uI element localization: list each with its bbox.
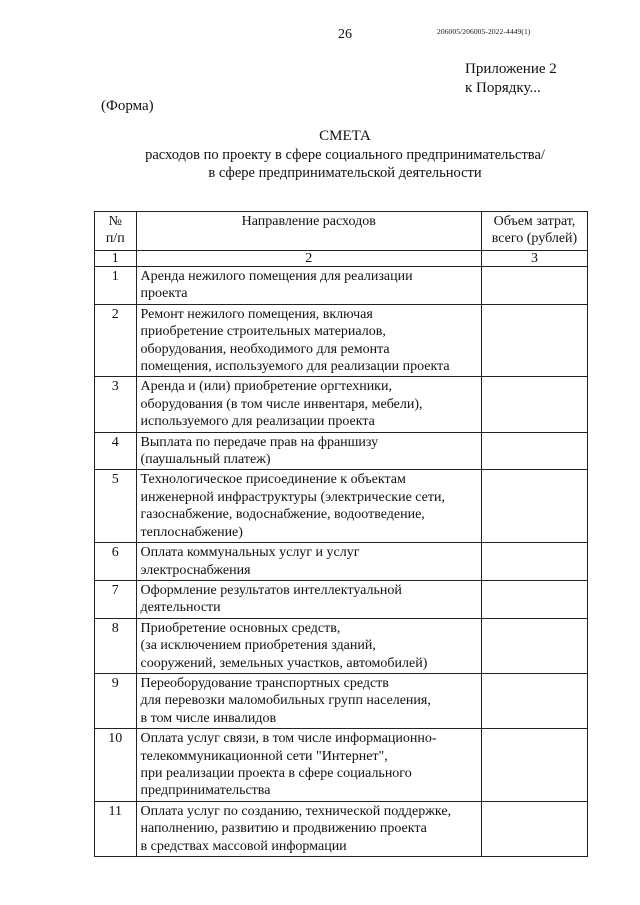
row-direction (136, 543, 481, 581)
row-volume (481, 267, 587, 305)
row-number-text: 5 (111, 472, 119, 488)
header-volume (481, 212, 587, 251)
row-number-text: 4 (111, 434, 119, 450)
row-number-text: 2 (111, 306, 119, 322)
row-number (95, 543, 137, 581)
row-number (95, 618, 137, 673)
subtitle-line-1: расходов по проекту в сфере социального предпринимательства/ (145, 147, 545, 163)
row-direction-line: Ремонт нежилого помещения, включая (140, 306, 373, 322)
row-direction-line: Аренда и (или) приобретение оргтехники, (140, 379, 392, 395)
row-direction-line: теплоснабжение) (140, 524, 243, 540)
row-number-text: 11 (108, 803, 122, 819)
row-volume (481, 304, 587, 377)
table-index-row (95, 251, 588, 267)
row-number (95, 470, 137, 543)
row-direction-line: предпринимательства (140, 783, 271, 799)
header-number-line-1: № (108, 214, 122, 229)
table-row (95, 673, 588, 728)
row-direction-line: сооружений, земельных участков, автомобилей) (140, 655, 428, 671)
row-direction (136, 673, 481, 728)
row-direction-line: Оплата услуг связи, в том числе информационно- (140, 731, 437, 747)
row-volume (481, 470, 587, 543)
row-direction-line: Выплата по передаче прав на франшизу (140, 434, 379, 450)
row-direction-line: телекоммуникационной сети "Интернет", (140, 748, 388, 764)
row-number-text: 10 (108, 731, 123, 747)
row-direction (136, 304, 481, 377)
header-number-line-2: п/п (105, 231, 125, 247)
table-row (95, 801, 588, 856)
index-cell-2: 2 (136, 251, 481, 267)
row-number-text: 7 (111, 582, 119, 598)
appendix-line-2: к Порядку... (465, 80, 541, 96)
row-direction-line: Оплата коммунальных услуг и услуг (140, 545, 360, 561)
table-row (95, 304, 588, 377)
row-direction-line: Оформление результатов интеллектуальной (140, 582, 402, 598)
row-direction-line: помещения, используемого для реализации проекта (140, 359, 450, 375)
row-number (95, 432, 137, 470)
header-number (95, 212, 137, 251)
row-direction-line: (за исключением приобретения зданий, (140, 638, 376, 654)
table-row (95, 729, 588, 802)
row-direction (136, 618, 481, 673)
table-row (95, 543, 588, 581)
row-direction-line: Оплата услуг по созданию, технической поддержке, (140, 803, 452, 819)
table-row (95, 267, 588, 305)
document-subtitle (0, 146, 640, 182)
document-title: СМЕТА (319, 128, 371, 144)
row-volume (481, 673, 587, 728)
row-number (95, 377, 137, 432)
row-direction-line: для перевозки маломобильных групп населения, (140, 693, 431, 709)
header-volume-line-2: всего (рублей) (491, 231, 578, 247)
table-row (95, 580, 588, 618)
index-cell-3: 3 (481, 251, 587, 267)
row-direction (136, 377, 481, 432)
row-direction-line: оборудования, необходимого для ремонта (140, 341, 390, 357)
table-body (95, 267, 588, 857)
row-direction (136, 470, 481, 543)
cost-estimate-table (94, 211, 588, 857)
row-direction (136, 432, 481, 470)
appendix-reference (465, 60, 557, 98)
table-header-row (95, 212, 588, 251)
row-volume (481, 801, 587, 856)
row-direction-line: инженерной инфраструктуры (электрические сети, (140, 489, 445, 505)
row-volume (481, 432, 587, 470)
table-row (95, 618, 588, 673)
row-direction-line: в том числе инвалидов (140, 710, 277, 726)
row-number (95, 801, 137, 856)
row-volume (481, 580, 587, 618)
row-direction (136, 801, 481, 856)
row-direction-line: деятельности (140, 600, 221, 616)
header-direction: Направление расходов (136, 212, 481, 251)
row-number-text: 6 (111, 545, 119, 561)
row-volume (481, 729, 587, 802)
row-direction (136, 580, 481, 618)
row-number-text: 3 (111, 379, 119, 395)
row-direction-line: электроснабжения (140, 562, 251, 578)
row-number (95, 267, 137, 305)
page-number: 26 (338, 27, 352, 42)
row-direction-line: оборудования (в том числе инвентаря, мебели), (140, 396, 423, 412)
row-direction-line: наполнению, развитию и продвижению проекта (140, 821, 427, 837)
row-number (95, 580, 137, 618)
row-direction-line: приобретение строительных материалов, (140, 324, 386, 340)
row-direction-line: проекта (140, 286, 188, 302)
table-row (95, 470, 588, 543)
row-number (95, 304, 137, 377)
row-volume (481, 377, 587, 432)
row-direction-line: Приобретение основных средств, (140, 620, 341, 636)
row-direction-line: при реализации проекта в сфере социального (140, 765, 412, 781)
header-volume-line-1: Объем затрат, (493, 214, 576, 229)
appendix-line-1: Приложение 2 (465, 61, 557, 77)
row-volume (481, 618, 587, 673)
table-row (95, 432, 588, 470)
row-number-text: 8 (111, 620, 119, 636)
document-code: 206005/206005-2022-4449(1) (437, 27, 531, 36)
row-direction-line: Технологическое присоединение к объектам (140, 472, 406, 488)
row-direction (136, 267, 481, 305)
row-direction (136, 729, 481, 802)
row-direction-line: используемого для реализации проекта (140, 414, 375, 430)
row-number-text: 9 (111, 675, 119, 691)
index-cell-1: 1 (95, 251, 137, 267)
row-direction-line: (паушальный платеж) (140, 452, 271, 468)
table-row (95, 377, 588, 432)
form-label: (Форма) (101, 98, 154, 114)
row-number (95, 729, 137, 802)
row-direction-line: в средствах массовой информации (140, 838, 347, 854)
row-direction-line: Переоборудование транспортных средств (140, 675, 389, 691)
row-direction-line: Аренда нежилого помещения для реализации (140, 269, 413, 284)
row-volume (481, 543, 587, 581)
row-number (95, 673, 137, 728)
row-direction-line: газоснабжение, водоснабжение, водоотведение, (140, 507, 425, 523)
subtitle-line-2: в сфере предпринимательской деятельности (208, 165, 482, 181)
row-number-text: 1 (111, 269, 119, 284)
